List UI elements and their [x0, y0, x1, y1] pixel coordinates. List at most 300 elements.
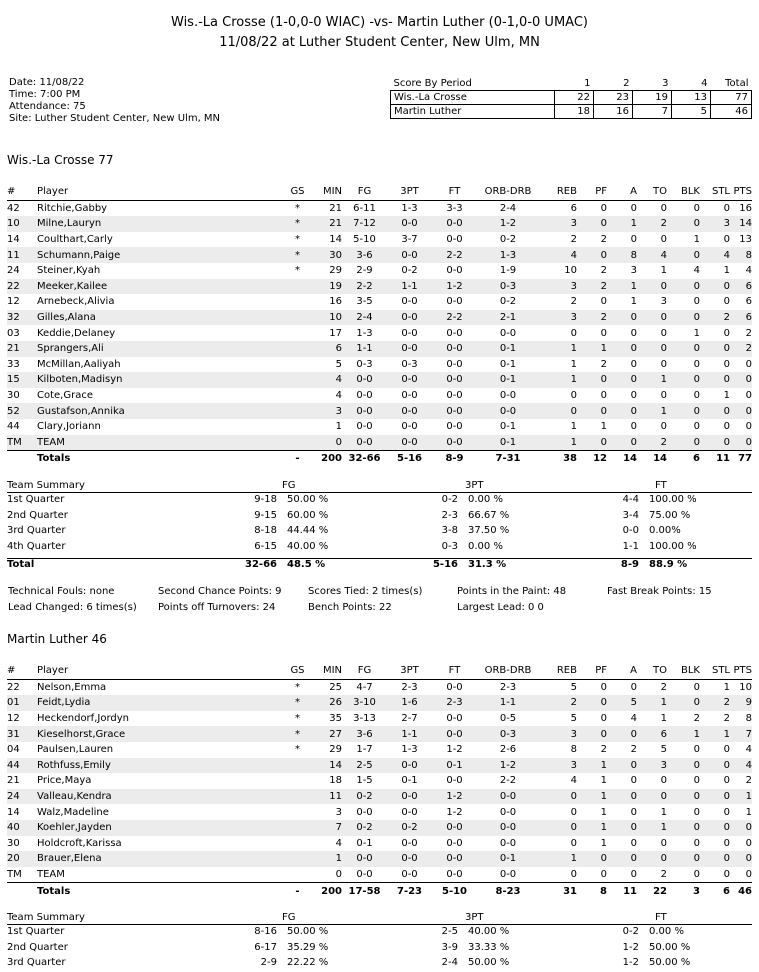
cell-player: Meeker,Kailee [37, 279, 285, 295]
cell-orb-drb: 0-1 [477, 435, 539, 451]
cell-a: 1 [607, 216, 637, 232]
cell-number: TM [7, 869, 22, 881]
summary-quarter-row [7, 957, 752, 972]
cell-reb: 3 [539, 279, 577, 295]
summary-tp: 0-2 [441, 494, 458, 505]
team-name: Martin Luther [391, 105, 555, 119]
player-row [7, 216, 752, 232]
cell-min: 21 [310, 216, 342, 232]
cell-min: 14 [310, 758, 342, 774]
cell-ft: 0-0 [446, 421, 463, 433]
cell-3pt: 0-0 [387, 435, 432, 451]
cell-pts: 8 [730, 247, 752, 263]
cell-reb: 1 [539, 435, 577, 451]
player-row [7, 372, 752, 388]
cell-reb: 3 [539, 310, 577, 326]
player-row [7, 325, 752, 341]
cell-orb-drb: 0-0 [477, 789, 539, 805]
cell-orb-drb: 1-2 [477, 216, 539, 232]
summary-q: 1st Quarter [7, 494, 65, 505]
cell-stl: 2 [700, 695, 730, 711]
cell-player: Nelson,Emma [37, 681, 107, 693]
cell-gs [285, 388, 310, 404]
column-header-a: A [607, 184, 637, 200]
cell-gs: * [285, 216, 310, 232]
cell-min: 26 [310, 695, 342, 711]
column-header-fg: FG [342, 663, 387, 679]
cell-a: 0 [630, 358, 637, 370]
cell-number: 22 [7, 681, 20, 693]
cell-orb-drb: 0-0 [477, 403, 539, 419]
cell-orb-drb: 1-2 [477, 758, 539, 774]
total-a: 14 [607, 451, 637, 467]
cell-to: 0 [660, 202, 667, 214]
cell-gs [285, 773, 310, 789]
cell-gs: * [295, 234, 300, 246]
cell-pts: 14 [730, 216, 752, 232]
cell-fg: 7-12 [342, 216, 387, 232]
cell-gs [285, 310, 310, 326]
cell-a: 0 [607, 758, 637, 774]
cell-gs [285, 836, 310, 852]
cell-3pt: 0-0 [401, 806, 418, 818]
cell-to: 0 [660, 837, 667, 849]
cell-reb: 2 [570, 234, 577, 246]
team-summary-header [7, 480, 752, 493]
cell-number: 14 [7, 234, 20, 246]
cell-min: 3 [310, 403, 342, 419]
cell-reb: 3 [539, 216, 577, 232]
cell-ft: 0-0 [446, 390, 463, 402]
period-header: 3 [633, 77, 672, 91]
summary-quarter-row [7, 510, 752, 525]
column-header-pts: PTS [730, 184, 752, 200]
player-row [7, 789, 752, 805]
summary-quarter-row [7, 525, 752, 540]
cell-number: 12 [7, 296, 20, 308]
cell-3pt: 0-0 [401, 327, 418, 339]
cell-orb-drb: 0-1 [477, 341, 539, 357]
total-3pt: 5-16 [387, 451, 432, 467]
cell-orb-drb: 0-1 [499, 358, 517, 370]
date-label: Date: 11/08/22 [9, 77, 85, 88]
cell-reb: 0 [570, 837, 577, 849]
player-row [7, 357, 752, 373]
cell-min: 0 [335, 869, 342, 881]
total-a: 11 [607, 883, 637, 899]
cell-pf: 0 [600, 296, 607, 308]
total-header: Total [711, 77, 752, 91]
summary-ft: 4-4 [622, 494, 639, 505]
total-to: 14 [637, 451, 667, 467]
cell-pf: 0 [577, 435, 607, 451]
cell-to: 0 [637, 851, 667, 867]
cell-player: Price,Maya [37, 775, 92, 787]
total-stl: 11 [700, 451, 730, 467]
cell-pf: 0 [600, 681, 607, 693]
cell-orb-drb: 0-0 [477, 820, 539, 836]
summary-tpp: 40.00 % [468, 926, 510, 937]
summary-tpp: 66.67 % [468, 509, 510, 521]
cell-gs [285, 325, 310, 341]
column-header-min: MIN [310, 184, 342, 200]
summary-label: Team Summary [7, 480, 85, 491]
summary-fgp: 22.22 % [287, 957, 329, 969]
cell-min: 19 [310, 279, 342, 295]
cell-blk: 0 [667, 435, 700, 451]
cell-stl: 0 [700, 279, 730, 295]
cell-3pt: 0-0 [401, 837, 418, 849]
summary-tp: 2-3 [441, 509, 458, 521]
summary-quarter-row [7, 942, 752, 957]
cell-ft: 3-3 [446, 202, 463, 214]
cell-gs [285, 758, 310, 774]
cell-stl: 0 [700, 403, 730, 419]
cell-pf: 1 [577, 820, 607, 836]
cell-a: 0 [630, 234, 637, 246]
cell-blk: 0 [693, 421, 700, 433]
cell-pf: 0 [577, 403, 607, 419]
period-score: 7 [633, 105, 672, 119]
cell-stl: 0 [700, 435, 730, 451]
cell-reb: 3 [539, 726, 577, 742]
cell-to: 2 [660, 869, 667, 881]
cell-to: 1 [637, 372, 667, 388]
cell-3pt: 0-0 [387, 758, 432, 774]
cell-orb-drb: 0-2 [499, 296, 517, 308]
summary-ft: 3-4 [622, 509, 639, 521]
cell-pf: 1 [577, 341, 607, 357]
cell-reb: 2 [570, 296, 577, 308]
total-score: 46 [711, 105, 752, 119]
summary-fgp: 60.00 % [287, 509, 329, 521]
cell-min: 5 [335, 358, 342, 370]
cell-pts: 7 [730, 726, 752, 742]
cell-min: 35 [329, 713, 342, 725]
cell-3pt: 0-0 [387, 310, 432, 326]
cell-player: Gustafson,Annika [37, 403, 285, 419]
summary-q: Total [7, 559, 35, 571]
cell-3pt: 0-0 [387, 789, 432, 805]
cell-blk: 0 [693, 202, 700, 214]
cell-reb: 5 [570, 713, 577, 725]
cell-to: 3 [637, 758, 667, 774]
cell-ft: 0-0 [432, 216, 477, 232]
cell-orb-drb: 0-0 [499, 327, 517, 339]
summary-fg: 8-18 [254, 525, 277, 537]
cell-a: 0 [607, 851, 637, 867]
cell-orb-drb: 1-1 [477, 695, 539, 711]
summary-ftp: 0.00% [649, 525, 681, 537]
player-row [7, 758, 752, 774]
cell-to: 0 [637, 310, 667, 326]
cell-min: 0 [310, 435, 342, 451]
cell-orb-drb: 2-3 [499, 681, 517, 693]
cell-pf: 0 [600, 390, 607, 402]
cell-gs [285, 804, 310, 820]
cell-pts: 2 [745, 327, 752, 339]
cell-number: 40 [7, 820, 37, 836]
column-header-number: # [7, 663, 37, 679]
fast-break-points: Fast Break Points: 15 [607, 586, 712, 597]
cell-number: 04 [7, 744, 20, 756]
team-heading: Wis.-La Crosse 77 [7, 153, 114, 167]
cell-blk: 0 [667, 372, 700, 388]
cell-gs [285, 789, 310, 805]
column-header-pts: PTS [730, 663, 752, 679]
cell-gs [285, 294, 310, 310]
cell-number: 31 [7, 726, 37, 742]
cell-player: Gilles,Alana [37, 310, 285, 326]
cell-pts: 6 [730, 310, 752, 326]
cell-gs [285, 867, 310, 883]
cell-a: 0 [630, 390, 637, 402]
cell-pf: 0 [577, 216, 607, 232]
cell-number: 30 [7, 390, 20, 402]
cell-orb-drb: 0-3 [477, 726, 539, 742]
cell-min: 11 [310, 789, 342, 805]
summary-fg: 9-18 [254, 494, 277, 505]
cell-ft: 0-0 [432, 851, 477, 867]
cell-orb-drb: 0-1 [477, 851, 539, 867]
summary-3pt-label: 3PT [465, 912, 484, 923]
cell-ft: 2-2 [432, 310, 477, 326]
cell-pf: 1 [577, 758, 607, 774]
cell-3pt: 1-3 [401, 744, 418, 756]
cell-gs [285, 419, 310, 435]
cell-gs [285, 279, 310, 295]
cell-orb-drb: 0-2 [499, 234, 517, 246]
cell-ft: 0-0 [432, 403, 477, 419]
cell-orb-drb: 0-0 [499, 869, 517, 881]
summary-ft: 1-1 [622, 540, 639, 552]
cell-pf: 2 [577, 279, 607, 295]
cell-to: 0 [660, 775, 667, 787]
time-label: Time: 7:00 PM [9, 89, 81, 100]
cell-pts: 6 [745, 296, 752, 308]
cell-pf: 1 [600, 837, 607, 849]
cell-player: Coulthart,Carly [37, 234, 113, 246]
cell-blk: 4 [693, 265, 700, 277]
cell-fg: 1-3 [356, 327, 373, 339]
cell-number: 32 [7, 310, 37, 326]
summary-fg: 6-15 [254, 540, 277, 552]
cell-blk: 0 [667, 341, 700, 357]
box-score-table [7, 184, 752, 467]
cell-blk: 0 [667, 758, 700, 774]
player-row [7, 836, 752, 852]
column-header-ft: FT [432, 184, 477, 200]
column-header-a: A [607, 663, 637, 679]
cell-player: Schumann,Paige [37, 247, 285, 263]
total-orb-drb: 7-31 [477, 451, 539, 467]
cell-to: 0 [637, 279, 667, 295]
cell-3pt: 0-2 [401, 265, 418, 277]
period-score: 23 [594, 91, 633, 105]
cell-fg: 0-0 [342, 435, 387, 451]
summary-ft: 1-2 [622, 957, 639, 969]
cell-orb-drb: 0-0 [499, 806, 517, 818]
cell-pf: 0 [600, 869, 607, 881]
cell-a: 0 [630, 421, 637, 433]
cell-stl: 1 [723, 390, 730, 402]
cell-pts: 4 [730, 758, 752, 774]
cell-reb: 1 [570, 358, 577, 370]
cell-a: 0 [607, 435, 637, 451]
cell-blk: 0 [667, 695, 700, 711]
cell-number: 15 [7, 372, 37, 388]
cell-stl: 1 [723, 265, 730, 277]
cell-3pt: 0-3 [401, 358, 418, 370]
cell-to: 6 [637, 726, 667, 742]
cell-fg: 0-2 [342, 820, 387, 836]
cell-fg: 0-0 [342, 372, 387, 388]
summary-quarter-row [7, 926, 752, 941]
cell-min: 21 [329, 202, 342, 214]
cell-to: 1 [637, 403, 667, 419]
total-pf: 8 [577, 883, 607, 899]
cell-to: 1 [637, 695, 667, 711]
column-header-3pt: 3PT [387, 663, 432, 679]
cell-player: Holdcroft,Karissa [37, 837, 122, 849]
cell-to: 0 [660, 358, 667, 370]
cell-gs: * [295, 744, 300, 756]
cell-stl: 0 [700, 758, 730, 774]
cell-fg: 0-0 [356, 869, 373, 881]
cell-3pt: 0-2 [387, 820, 432, 836]
cell-ft: 1-2 [432, 279, 477, 295]
cell-a: 0 [630, 327, 637, 339]
cell-orb-drb: 1-3 [477, 247, 539, 263]
total-gs: - [285, 451, 310, 467]
summary-fgp: 35.29 % [287, 941, 329, 953]
cell-3pt: 1-6 [387, 695, 432, 711]
cell-number: 11 [7, 247, 37, 263]
cell-reb: 0 [570, 806, 577, 818]
cell-a: 0 [607, 726, 637, 742]
player-row [7, 200, 752, 216]
cell-stl: 2 [723, 713, 730, 725]
cell-a: 0 [607, 341, 637, 357]
cell-stl: 0 [700, 789, 730, 805]
cell-pf: 0 [577, 726, 607, 742]
cell-pts: 0 [745, 837, 752, 849]
cell-3pt: 0-0 [387, 341, 432, 357]
cell-pf: 2 [577, 310, 607, 326]
cell-orb-drb: 0-0 [499, 390, 517, 402]
summary-q: 3rd Quarter [7, 957, 66, 969]
cell-a: 0 [607, 820, 637, 836]
cell-a: 8 [607, 247, 637, 263]
cell-a: 0 [607, 403, 637, 419]
cell-orb-drb: 0-1 [477, 372, 539, 388]
cell-3pt: 1-3 [401, 202, 418, 214]
cell-3pt: 2-3 [401, 681, 418, 693]
cell-reb: 1 [539, 372, 577, 388]
period-header: 1 [555, 77, 594, 91]
cell-3pt: 1-1 [387, 279, 432, 295]
cell-pts: 0 [730, 851, 752, 867]
scores-tied: Scores Tied: 2 times(s) [308, 586, 423, 597]
cell-3pt: 0-0 [387, 403, 432, 419]
cell-orb-drb: 2-1 [477, 310, 539, 326]
summary-label: Team Summary [7, 912, 85, 923]
summary-q: 1st Quarter [7, 926, 65, 937]
cell-gs [285, 357, 310, 373]
box-header-row [7, 663, 752, 679]
cell-player: Valleau,Kendra [37, 789, 285, 805]
player-row [7, 263, 752, 279]
cell-stl: 1 [700, 726, 730, 742]
column-header-to: TO [637, 184, 667, 200]
cell-min: 3 [335, 806, 342, 818]
summary-ftp: 100.00 % [649, 540, 697, 552]
cell-fg: 2-5 [342, 758, 387, 774]
total-min: 200 [310, 451, 342, 467]
second-chance-points: Second Chance Points: 9 [158, 586, 282, 597]
cell-pf: 0 [577, 372, 607, 388]
column-header-orb-drb: ORB-DRB [477, 663, 539, 679]
cell-stl: 0 [723, 837, 730, 849]
cell-ft: 2-3 [432, 695, 477, 711]
bench-points: Bench Points: 22 [308, 602, 392, 613]
box-score-table [7, 663, 752, 899]
summary-q: 2nd Quarter [7, 509, 68, 521]
player-row [7, 679, 752, 695]
cell-pts: 2 [730, 341, 752, 357]
player-row [7, 851, 752, 867]
cell-ft: 0-0 [432, 341, 477, 357]
cell-stl: 0 [700, 851, 730, 867]
cell-number: 33 [7, 358, 20, 370]
cell-pts: 0 [745, 358, 752, 370]
total-reb: 31 [539, 883, 577, 899]
period-score: 19 [633, 91, 672, 105]
cell-fg: 1-5 [356, 775, 373, 787]
cell-min: 17 [329, 327, 342, 339]
game-subtitle: 11/08/22 at Luther Student Center, New Ulm, MN [219, 35, 540, 50]
cell-pts: 0 [745, 390, 752, 402]
summary-ftp: 75.00 % [649, 509, 691, 521]
summary-tp: 5-16 [432, 559, 458, 571]
cell-gs [285, 372, 310, 388]
period-header: 2 [594, 77, 633, 91]
period-score: 18 [555, 105, 594, 119]
summary-q: 2nd Quarter [7, 941, 68, 953]
cell-stl: 0 [723, 775, 730, 787]
cell-number: TM [7, 435, 37, 451]
cell-gs [285, 403, 310, 419]
player-row [7, 742, 752, 758]
column-header-orb-drb: ORB-DRB [477, 184, 539, 200]
cell-number: 01 [7, 695, 37, 711]
cell-blk: 0 [693, 358, 700, 370]
cell-a: 5 [607, 695, 637, 711]
total-orb-drb: 8-23 [477, 883, 539, 899]
summary-quarter-row [7, 494, 752, 509]
totals-row [7, 883, 752, 899]
cell-blk: 0 [693, 806, 700, 818]
cell-fg: 0-0 [356, 421, 373, 433]
cell-gs: * [285, 726, 310, 742]
cell-player: Kieselhorst,Grace [37, 726, 285, 742]
cell-to: 5 [660, 744, 667, 756]
summary-ft: 0-2 [622, 926, 639, 937]
summary-fgp: 50.00 % [287, 926, 329, 937]
cell-fg: 3-10 [342, 695, 387, 711]
cell-ft: 1-2 [446, 806, 463, 818]
game-info [9, 77, 220, 125]
